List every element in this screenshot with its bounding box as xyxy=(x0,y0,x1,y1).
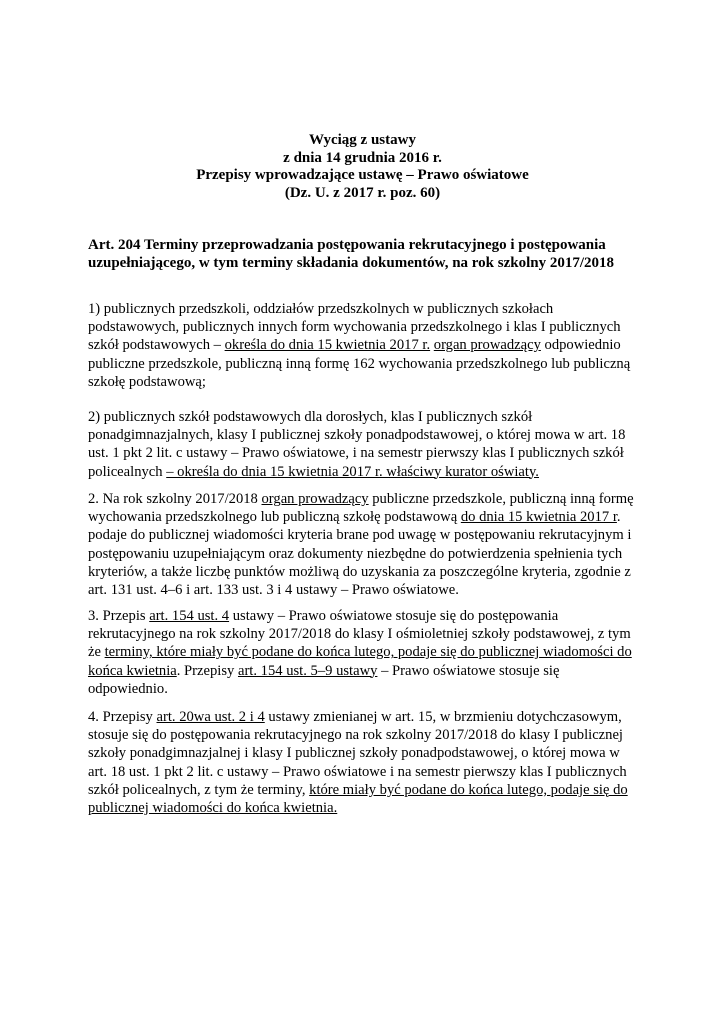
text-line: postępowaniu uzupełniającym oraz dokumenty niezbędne do potwierdzenia spełnienia tych xyxy=(88,545,623,562)
document-header xyxy=(0,132,725,202)
paragraph-4 xyxy=(88,607,648,698)
text-line: szkołę podstawową; xyxy=(88,373,206,390)
paragraph-5 xyxy=(88,708,648,817)
text-line: art. 131 ust. 4–6 i art. 133 ust. 3 i 4 ustawy – Prawo oświatowe. xyxy=(88,582,459,599)
underlined-text: do dnia 15 kwietnia 2017 r xyxy=(460,509,617,526)
text-line xyxy=(88,781,648,799)
text-line: 1) publicznych przedszkoli, oddziałów przedszkolnych w publicznych szkołach xyxy=(88,301,554,317)
text-line: kryteriów, a także liczbę punktów możliwą do uzyskania za poszczególne kryteria, zgodnie z xyxy=(88,563,631,580)
text-line: szkoły ponadgimnazjalnej i klasy I publicznej szkoły ponadpodstawowej, o której mowa w xyxy=(88,745,620,762)
text-span: odpowiednio xyxy=(540,337,621,354)
header-citation: (Dz. U. z 2017 r. poz. 60) xyxy=(284,184,441,201)
underlined-text: publicznej wiadomości do końca kwietnia. xyxy=(88,800,338,817)
text-line xyxy=(88,490,648,508)
text-span: . Przepisy xyxy=(176,662,238,679)
text-line: rekrutacyjnego na rok szkolny 2017/2018 do klasy I ośmioletniej szkoły podstawowej, z tym xyxy=(88,626,631,643)
text-span: ustawy zmienianej w art. 15, w brzmieniu dotychczasowym, xyxy=(264,709,622,725)
underlined-text: organ prowadzący xyxy=(433,337,541,354)
text-span: ustawy – Prawo oświatowe stosuje się do postępowania xyxy=(229,608,559,624)
article-heading-line: uzupełniającego, w tym terminy składania dokumentów, na rok szkolny 2017/2018 xyxy=(88,255,615,271)
text-span: 3. Przepis xyxy=(88,608,150,624)
text-line xyxy=(88,463,648,481)
article-heading-line: Art. 204 Terminy przeprowadzania postępowania rekrutacyjnego i postępowania xyxy=(88,237,606,253)
text-line xyxy=(88,662,648,680)
text-line: stosuje się do postępowania rekrutacyjnego na rok szkolny 2017/2018 do klasy I publicznej xyxy=(88,727,623,744)
underlined-text: terminy, które miały być podane do końca lutego, podaje się do publicznej wiadomości do xyxy=(104,644,632,661)
text-span: 4. Przepisy xyxy=(88,709,157,725)
text-span: policealnych xyxy=(88,463,167,480)
text-line: ponadgimnazjalnych, klasy I publicznej szkoły ponadpodstawowej, o której mowa w art. 18 xyxy=(88,427,626,444)
underlined-text: – określa do dnia 15 kwietnia 2017 r. właściwy kurator oświaty. xyxy=(166,463,539,480)
text-span: że xyxy=(88,644,105,661)
text-span: wychowania przedszkolnego lub publiczną szkołę podstawową xyxy=(88,509,461,526)
text-line: publiczne przedszkole, publiczną inną formę 162 wychowania przedszkolnego lub publiczną xyxy=(88,355,631,372)
text-line: podaje do publicznej wiadomości kryteria brane pod uwagę w postępowaniu rekrutacyjnym i xyxy=(88,527,632,544)
text-line: podstawowych, publicznych innych form wychowania przedszkolnego i klas I publicznych xyxy=(88,319,621,336)
header-title: Wyciąg z ustawy xyxy=(309,132,416,148)
text-span: . xyxy=(616,509,621,526)
underlined-text: określa do dnia 15 kwietnia 2017 r. xyxy=(224,337,431,354)
article-link[interactable]: art. 20wa ust. 2 i 4 xyxy=(156,709,265,725)
text-line: 2) publicznych szkół podstawowych dla dorosłych, klas I publicznych szkół xyxy=(88,409,533,425)
article-heading xyxy=(88,236,648,272)
paragraph-3 xyxy=(88,490,648,599)
article-link[interactable]: art. 154 ust. 4 xyxy=(149,608,230,624)
text-span: szkół podstawowych – xyxy=(88,337,225,354)
text-span: szkół policealnych, z tym że terminy, xyxy=(88,781,310,798)
underlined-text: które miały być podane do końca lutego, podaje się do xyxy=(309,781,628,798)
text-line: odpowiednio. xyxy=(88,680,168,697)
text-line xyxy=(88,336,648,354)
header-date: z dnia 14 grudnia 2016 r. xyxy=(283,149,442,166)
paragraph-1 xyxy=(88,300,648,391)
paragraph-2 xyxy=(88,408,648,481)
text-span: – Prawo oświatowe stosuje się xyxy=(377,662,560,679)
header-act-name: Przepisy wprowadzające ustawę – Prawo oświatowe xyxy=(196,167,529,183)
text-line xyxy=(88,508,648,526)
text-line xyxy=(88,799,648,817)
text-span: 2. Na rok szkolny 2017/2018 xyxy=(88,491,262,507)
underlined-text: organ prowadzący xyxy=(261,491,369,507)
text-line xyxy=(88,643,648,661)
underlined-text: końca kwietnia xyxy=(88,662,177,679)
text-span: publiczne przedszkole, publiczną inną formę xyxy=(368,491,634,507)
text-line: art. 18 ust. 1 pkt 2 lit. c ustawy – Prawo oświatowe i na semestr pierwszy klas I publicznych xyxy=(88,763,627,780)
text-line: ust. 1 pkt 2 lit. c ustawy – Prawo oświatowe, i na semestr pierwszy klas I publicznych szkół xyxy=(88,445,624,462)
text-line xyxy=(88,708,648,726)
text-line xyxy=(88,607,648,625)
article-link[interactable]: art. 154 ust. 5–9 ustawy xyxy=(237,662,378,679)
